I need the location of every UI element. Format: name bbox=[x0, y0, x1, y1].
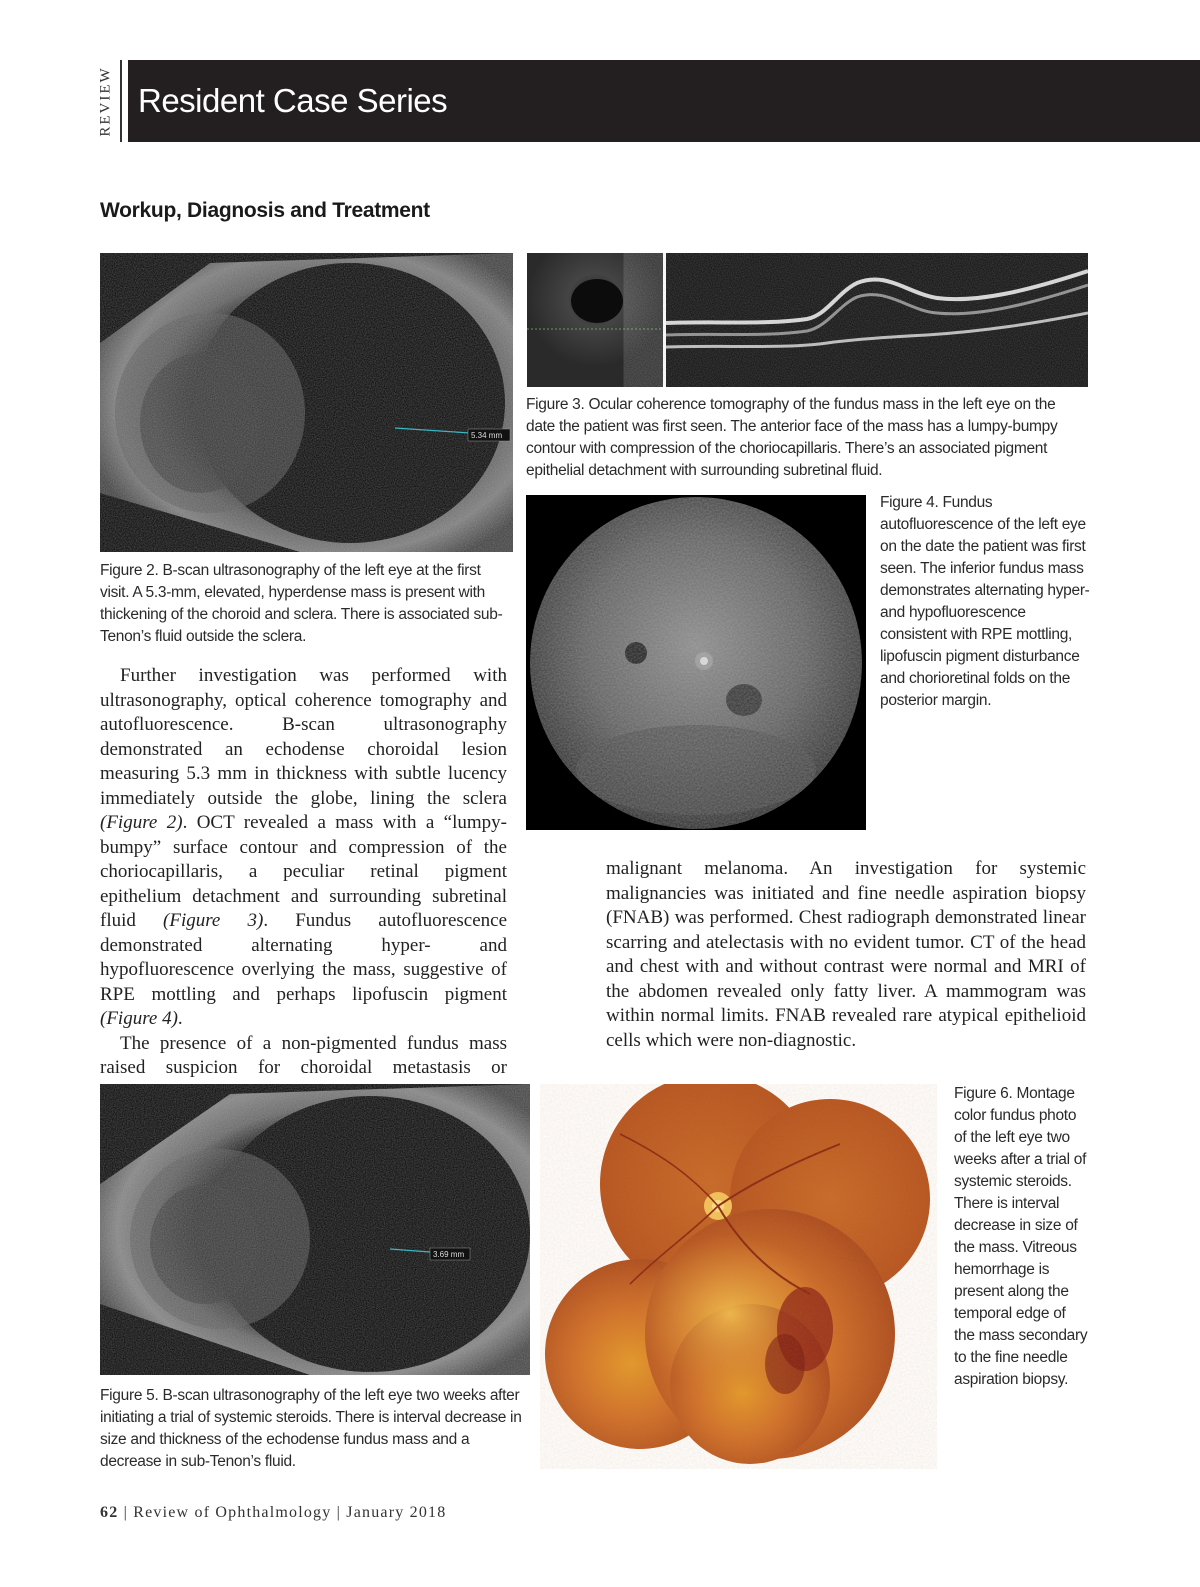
side-rule-divider bbox=[120, 60, 122, 142]
body-text-span: . Fundus autofluorescence demonstrated alternating hyper- and hypofluorescence overlying the mass, suggestive of RPE mottling and perhaps lipofuscin pigment bbox=[100, 910, 508, 1005]
figure-6-color-fundus-image bbox=[540, 1084, 937, 1469]
figure-2-caption: Figure 2. B-scan ultrasonography of the left eye at the first visit. A 5.3-mm, elevated, hyperdense mass is present with thickening of the choroid and sclera. There is associated sub-Tenon’s fluid outside the sclera. bbox=[100, 562, 503, 645]
figure-5-caption: Figure 5. B-scan ultrasonography of the left eye two weeks after initiating a trial of systemic steroids. There is interval decrease in size and thickness of the echodense fundus mass and a decrease in sub-Tenon’s fluid. bbox=[100, 1387, 522, 1470]
figure-reference: (Figure 4) bbox=[100, 1008, 178, 1029]
body-left-column bbox=[100, 664, 507, 1105]
footer-separator: | bbox=[336, 1504, 342, 1521]
figure-reference: (Figure 3) bbox=[163, 910, 264, 931]
body-text-span: Further investigation was performed with ultrasonography, optical coherence tomography and autofluorescence. B-scan ultrasonography demonstrated an echodense choroidal lesion measuring 5.3 mm in thickness with subtle lucency immediately outside the globe, lining the sclera bbox=[100, 665, 507, 809]
figure-5-ultrasound-image bbox=[100, 1084, 530, 1375]
side-label-text: REVIEW bbox=[97, 65, 114, 137]
page-number: 62 bbox=[100, 1504, 119, 1521]
figure-3-caption: Figure 3. Ocular coherence tomography of the fundus mass in the left eye on the date the patient was first seen. The anterior face of the mass has a lumpy-bumpy contour with compression of the choriocapillaris. There’s an associated pigment epithelial detachment with surrounding subretinal fluid. bbox=[526, 396, 1058, 479]
footer-separator: | bbox=[123, 1504, 129, 1521]
body-right-column bbox=[606, 857, 1086, 1053]
body-paragraph-1 bbox=[100, 664, 507, 1032]
body-text-span: . bbox=[177, 1008, 183, 1029]
body-paragraph-2: The presence of a non-pigmented fundus mass raised suspicion for choroidal metastasis or bbox=[100, 1032, 507, 1078]
body-paragraph-3: malignant melanoma. An investigation for systemic malignancies was initiated and fine needle aspiration biopsy (FNAB) was performed. Chest radiograph demonstrated linear scarring and atelectasis with no evident tumor. CT of the head and chest with and without contrast were normal and MRI of the abdomen revealed only fatty liver. A mammogram was within normal limits. FNAB revealed rare atypical epithelioid cells which were non-diagnostic. bbox=[606, 858, 1086, 1051]
page-title: Resident Case Series bbox=[128, 60, 1200, 142]
publication-name: Review of Ophthalmology bbox=[133, 1504, 332, 1521]
issue-date: January 2018 bbox=[346, 1504, 447, 1521]
section-heading: Workup, Diagnosis and Treatment bbox=[100, 199, 430, 222]
body-text-span: . OCT revealed a mass with a “lumpy-bumpy” surface contour and compression of the choriocapillaris, a peculiar retinal pigment epithelium detachment and surrounding subretinal fluid bbox=[100, 812, 507, 931]
figure-6-caption: Figure 6. Montage color fundus photo of the left eye two weeks after a trial of systemic steroids. There is interval decrease in size of the mass. Vitreous hemorrhage is present along the temporal edge of the mass secondary to the fine needle aspiration biopsy. bbox=[954, 1085, 1088, 1388]
section-side-label bbox=[94, 60, 118, 142]
figure-3-oct-image bbox=[527, 253, 1088, 387]
figure-5-measurement: 3.69 mm bbox=[433, 1250, 465, 1259]
figure-2-ultrasound-image bbox=[100, 253, 513, 552]
figure-4-caption: Figure 4. Fundus autofluorescence of the left eye on the date the patient was first seen. The inferior fundus mass demonstrates alternating hyper- and hypofluorescence consistent with RPE mottling, lipofuscin pigment disturbance and chorioretinal folds on the posterior margin. bbox=[880, 494, 1090, 709]
figure-2-measurement: 5.34 mm bbox=[471, 431, 503, 440]
page-footer bbox=[100, 1504, 446, 1522]
figure-reference: (Figure 2) bbox=[100, 812, 183, 833]
figure-4-autofluorescence-image bbox=[526, 495, 866, 830]
